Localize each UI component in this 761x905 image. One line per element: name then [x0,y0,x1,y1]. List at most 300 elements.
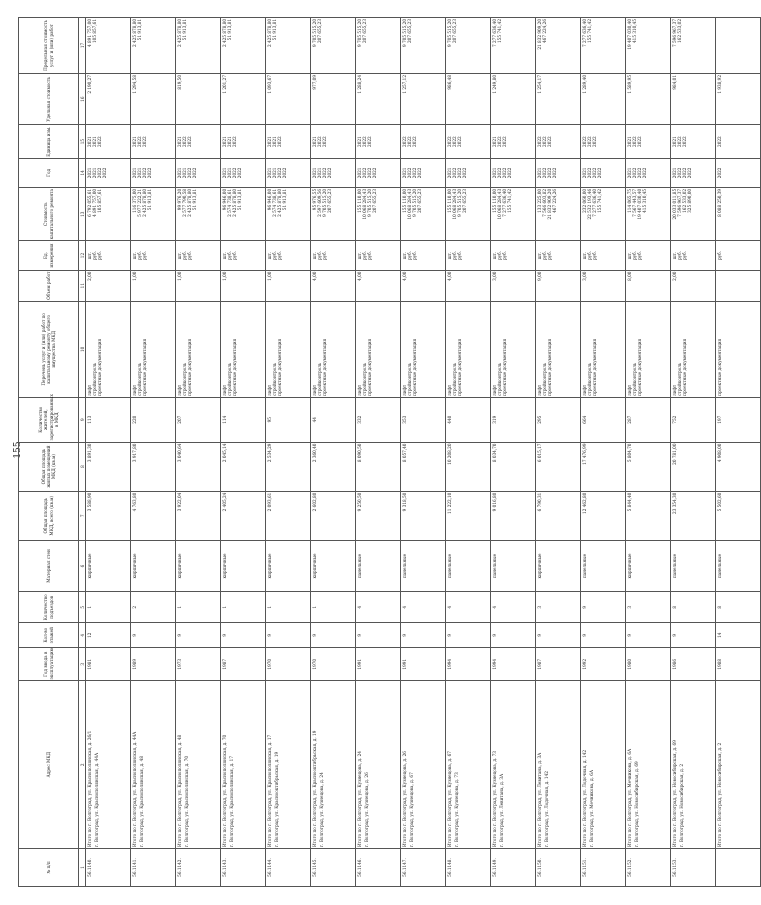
table-row [491,18,536,887]
column-header: Год [19,158,79,187]
cell-line: 6 792 055,61 [86,188,92,217]
cell-floors: 14 [716,623,761,648]
column-number: 8 [79,442,86,491]
cell-line: 8 088 250,39 [716,188,722,217]
cell-addr [716,681,761,849]
cell-line: 207 655,23 [316,19,322,43]
cell-line: Итого по г. Волгоград, ул. Краснооктябрьская, д. 19 [311,730,317,848]
cell-line: 2021 [316,167,322,179]
cell-line: руб. [411,251,417,261]
cell-line: 155 110,00 [491,188,497,213]
cell-area: 3 922,04 [176,491,221,540]
column-number: 2 [79,681,86,849]
cell-line: руб. [451,251,457,261]
cell-units [176,241,221,270]
cell-addr [311,681,356,849]
cell-entr: 1 [176,592,221,623]
cell-no: 56.1150. [536,849,581,887]
table-row [446,18,491,887]
cell-line: 2021 [181,167,187,179]
cell-line: 2022 [276,167,282,179]
cell-no: 56.1151. [581,849,626,887]
cell-vol: 3,00 [581,270,626,301]
cell-u16: 1 938,92 [716,73,761,124]
cell-line: 2021 [271,167,277,179]
cell-line: стройконтроль [91,362,97,396]
cell-line: 2022 [581,136,587,147]
cell-liv: 3 040,64 [176,442,221,491]
cell-line: 2022 [136,136,142,147]
cell-line: шт. [446,251,452,260]
cell-line: 51 913,81 [146,188,152,211]
cell-line: 9 705 515,20 [446,19,452,47]
cell-line: проектные документация [186,338,192,396]
cell-line: 207 655,23 [371,188,377,213]
cell-line: 9 705 515,20 [411,188,417,217]
cell-line: 2022 [586,167,592,179]
cell-line: 116 375,00 [131,188,137,213]
cell-cost [446,187,491,241]
cell-line: руб. [181,251,187,261]
column-header: Кол-во этажей [19,623,79,648]
cell-line: стройконтроль [271,362,277,396]
cell-no: 56.1140. [86,849,131,887]
cell-entr: 4 [401,592,446,623]
column-number: 1 [79,849,86,887]
cell-line: проектные документация [546,338,552,396]
column-number: 10 [79,301,86,397]
cell-line: 2022 [361,136,367,147]
cell-u15 [626,125,671,159]
cell-line: 232 060,00 [581,188,587,213]
cell-line: г. Волгоград, ул. Лодочная, д. 142 [543,771,549,848]
cell-year: 1981 [86,648,131,682]
cell-line: 7 277 636,40 [581,19,587,47]
cell-area: 2 602,80 [311,491,356,540]
cell-line: 2021 [356,167,362,179]
cell-liv: 20 781,00 [671,442,716,491]
cell-works [176,301,221,397]
cell-line: проектные документация [276,338,282,396]
cell-works [131,301,176,397]
cell-addr [221,681,266,849]
column-header: Перечень услуг и (или) работ по капитальному ремонту общего имущества МКД [19,301,79,397]
cell-line: г. Волгоград, ул. Новосибирская, д. 69 [633,761,639,848]
cell-line: 2021 [226,136,232,147]
cell-line: 21 832 909,20 [546,188,552,220]
column-number-row [79,18,86,887]
cell-line: 2022 [96,136,102,147]
cell-units [266,241,311,270]
cell-line: Итого по г. Волгоград, ул. Новосибирская, д. 2 [716,742,722,848]
cell-wall: кирпичные [626,540,671,591]
cell-works [536,301,581,397]
cell-line: стройконтроль [451,362,457,396]
cell-wall: панельные [491,540,536,591]
cell-line: 2022 [186,136,192,147]
cell-line: 155 110,00 [356,188,362,213]
cell-line: 162 533,02 [676,19,682,43]
cell-vol: 1,00 [176,270,221,301]
cell-line: руб. [456,251,462,261]
cell-line: 2022 [546,136,552,147]
cell-line: шт. [671,251,677,260]
column-header: Единица изм. [19,125,79,159]
cell-line: 2021 [91,136,97,147]
cell-line: руб. [546,251,552,261]
column-number: 3 [79,648,86,682]
cell-liv: 5 804,70 [626,442,671,491]
cell-line: шт. [491,251,497,260]
cell-line: 51 913,81 [181,19,187,41]
cell-u16: 1 589,95 [626,73,671,124]
cell-line: проектные документация [366,338,372,396]
cell-no: 56.1141. [131,849,176,887]
cell-u17 [221,18,266,74]
cell-line: руб. [591,251,597,261]
cell-line: Итого по г. Волгоград, ул. Левитана, д. 3А [536,752,542,848]
cell-line: руб. [271,251,277,261]
cell-wall: панельные [356,540,401,591]
cell-liv: 6 015,17 [536,442,581,491]
column-header: Год ввода в эксплуатацию [19,648,79,682]
cell-year: 1991 [356,648,401,682]
cell-line: 2022 [96,167,102,179]
cell-line: 9 705 515,20 [311,19,317,47]
cell-line: 10 068 284,43 [451,188,457,220]
cell-line: Итого по г. Волгоград, ул. Краснополянская, д. 44А [131,731,137,848]
cell-line: 2022 [406,136,412,147]
cell-line: 2022 [411,136,417,147]
cell-line: 2022 [191,167,197,179]
cell-line: проектные документация [411,338,417,396]
cell-line: 2022 [676,136,682,147]
cell-line: 2021 [491,167,497,179]
cell-res: 44 [311,397,356,442]
cell-units [446,241,491,270]
cell-year: 1970 [311,648,356,682]
cell-line: 2021 [671,167,677,179]
cell-line: руб. [136,251,142,261]
cell-line: 2022 [541,136,547,147]
cell-liv: 17 476,99 [581,442,626,491]
cell-vol: 9,00 [536,270,581,301]
cell-line: 2022 [541,167,547,179]
column-number: 4 [79,623,86,648]
cell-line: 467 224,26 [541,19,547,43]
cell-line: Итого по г. Волгоград, ул. Кузнецова, д. 67 [446,751,452,848]
cell-line: 2022 [366,167,372,179]
cell-area: 11 222,10 [446,491,491,540]
cell-line: 2022 [636,167,642,179]
cell-line: 7 277 636,40 [491,19,497,47]
cell-u17 [86,18,131,74]
cell-wall: кирпичные [311,540,356,591]
cell-cost [401,187,446,241]
cell-floors: 9 [311,623,356,648]
cell-yrs [221,158,266,187]
cell-line: 2 425 878,80 [266,19,272,47]
cell-line: 2022 [501,167,507,179]
cell-wall: панельные [581,540,626,591]
cell-line: 133 225,00 [536,188,542,213]
cell-line: 2022 [501,136,507,147]
cell-year: 1994 [446,648,491,682]
cell-line: лифт [536,384,542,396]
cell-area: 9 016,80 [491,491,536,540]
cell-line: 2 574 738,61 [226,188,232,217]
column-header: Адрес МКД [19,681,79,849]
cell-area: 5 844,40 [626,491,671,540]
cell-line: Итого по г. Волгоград, ул. Краснополянская, д. 48 [176,734,182,848]
cell-u17 [716,18,761,74]
cell-line: 2021 [356,136,362,147]
cell-line: 51 913,81 [136,19,142,41]
cell-line: лифт [131,384,137,396]
cell-line: руб. [541,251,547,261]
cell-vol: 2,00 [671,270,716,301]
cell-line: 7 277 636,40 [501,188,507,217]
cell-line: 2022 [146,167,152,179]
column-header: Количество жителей, зарегистрированных в МКД [19,397,79,442]
cell-line: г. Волгоград, ул. Краснополянская, д. 44А [93,752,99,848]
cell-line: 2021 [271,136,277,147]
cell-line: г. Волгоград, ул. Краснополянская, д. 70 [183,755,189,848]
cell-line: руб. [316,251,322,261]
cell-vol: 4,00 [356,270,401,301]
cell-units [221,241,266,270]
cell-line: 2022 [326,167,332,179]
cell-floors: 12 [86,623,131,648]
cell-addr [491,681,536,849]
cell-cost [671,187,716,241]
cell-line: 9 705 515,20 [456,188,462,217]
cell-line: 2022 [186,167,192,179]
cell-wall: кирпичные [86,540,131,591]
cell-floors: 9 [671,623,716,648]
cell-line: шт. [86,251,92,260]
cell-wall: кирпичные [266,540,311,591]
cell-line: руб. [716,251,722,261]
cell-line: 2022 [631,167,637,179]
cell-liv: 2 045,14 [221,442,266,491]
cell-year: 1986 [671,648,716,682]
cell-u15 [581,125,626,159]
cell-entr: 4 [491,592,536,623]
cell-line: лифт [401,384,407,396]
cell-line: лифт [176,384,182,396]
cell-vol: 4,00 [401,270,446,301]
cell-line: Итого по г. Волгоград, ул. Краснополянская, д. 70 [221,734,227,848]
cell-line: 207 655,23 [451,19,457,43]
cell-u15 [176,125,221,159]
cell-line: 96 946,00 [266,188,272,211]
cell-floors: 9 [446,623,491,648]
cell-line: руб. [96,251,102,261]
cell-cost [86,187,131,241]
cell-line: 2 425 878,80 [131,19,137,47]
cell-line: проектные документация [501,338,507,396]
cell-cost [131,187,176,241]
cell-floors: 9 [536,623,581,648]
cell-cost [221,187,266,241]
cell-line: 95 976,55 [311,188,317,211]
cell-works [356,301,401,397]
cell-line: 467 224,26 [551,188,557,213]
cell-works [581,301,626,397]
cell-line: 2022 [276,136,282,147]
cell-cost [311,187,356,241]
cell-line: стройконтроль [586,362,592,396]
cell-u17 [491,18,536,74]
cell-vol: 1,00 [131,270,176,301]
cell-vol: 1,00 [266,270,311,301]
table-row [626,18,671,887]
cell-addr [446,681,491,849]
cell-wall: панельные [401,540,446,591]
cell-works [311,301,356,397]
cell-line: Итого по г. Волгоград, ул. Лодочная, д. 142 [581,749,587,848]
cell-line: 2022 [236,167,242,179]
cell-res: 287 [626,397,671,442]
cell-line: 2021 [446,167,452,179]
cell-line: 9 705 515,20 [321,188,327,217]
cell-entr: 3 [626,592,671,623]
cell-yrs [626,158,671,187]
cell-line: 2021 [311,167,317,179]
cell-line: 155 741,42 [506,188,512,213]
cell-line: 2022 [321,136,327,147]
cell-line: 114 065,75 [626,188,632,213]
column-header: Предельная стоимость услуг и (или) работ [19,18,79,74]
cell-floors: 9 [401,623,446,648]
cell-units [86,241,131,270]
cell-line: 96 946,00 [221,188,227,211]
cell-res: 207 [176,397,221,442]
cell-line: 415 310,45 [631,19,637,43]
cell-line: 207 655,23 [361,19,367,43]
cell-liv: 8 034,70 [491,442,536,491]
cell-line: шт. [536,251,542,260]
cell-u16: 1 257,12 [401,73,446,124]
cell-floors: 9 [491,623,536,648]
cell-line: г. Волгоград, ул. Краснооктябрьская, д. 19 [273,751,279,848]
cell-entr: 1 [221,592,266,623]
cell-line: 2021 [626,136,632,147]
table-row [716,18,761,887]
cell-line: 2022 [676,167,682,179]
cell-line: 2 425 878,80 [141,188,147,217]
cell-line: 51 913,81 [236,188,242,211]
cell-line: 325 890,00 [686,188,692,213]
column-number: 11 [79,270,86,301]
cell-line: руб. [496,251,502,261]
cell-line: 2022 [141,136,147,147]
cell-line: Итого по г. Волгоград, ул. Мечникова, д. 6А [626,748,632,848]
cell-u15 [86,125,131,159]
cell-u15 [446,125,491,159]
column-number: 13 [79,187,86,241]
cell-line: 2022 [596,167,602,179]
cell-line: 99 976,20 [176,188,182,211]
cell-no: 56.1143. [221,849,266,887]
cell-line: 2021 [536,167,542,179]
cell-line: Итого по г. Волгоград, ул. Кузнецова, д. 26 [401,751,407,848]
cell-line: 2021 [91,167,97,179]
repair-table [18,17,761,887]
cell-line: 2021 [131,167,137,179]
cell-line: 2021 [176,167,182,179]
cell-year: 1992 [581,648,626,682]
cell-line: руб. [231,251,237,261]
cell-line: лифт [311,384,317,396]
cell-line: 2022 [586,136,592,147]
cell-line: лифт [266,384,272,396]
cell-line: 2021 [221,136,227,147]
cell-line: 207 655,23 [461,188,467,213]
cell-entr: 9 [581,592,626,623]
cell-liv: 8 057,40 [401,442,446,491]
cell-u17 [581,18,626,74]
cell-vol: 2,00 [86,270,131,301]
cell-floors: 9 [266,623,311,648]
cell-line: 2021 [671,136,677,147]
cell-line: лифт [221,384,227,396]
cell-line: 2021 [401,167,407,179]
cell-line: 2022 [591,167,597,179]
table-row [356,18,401,887]
cell-line: 2022 [496,136,502,147]
cell-line: руб. [186,251,192,261]
cell-entr: 1 [266,592,311,623]
cell-area: 2 093,61 [266,491,311,540]
cell-line: 2021 [86,167,92,179]
cell-line: проектные документация [456,338,462,396]
cell-entr: 3 [536,592,581,623]
cell-line: шт. [356,251,362,260]
cell-line: Итого по г. Волгоград, ул. Краснополянская, д. 26/1 [86,730,92,848]
cell-line: 2 574 738,61 [271,188,277,217]
cell-line: 2022 [181,136,187,147]
cell-year: 1988 [716,648,761,682]
cell-line: г. Волгоград, ул. Кузнецова, д. 67 [408,772,414,848]
cell-line: руб. [321,251,327,261]
cell-wall: панельные [716,540,761,591]
cell-cost [716,187,761,241]
header-row [19,18,79,887]
cell-line: 2022 [406,167,412,179]
cell-line: г. Волгоград, ул. Кузнецова, д. 24 [318,772,324,848]
cell-u16: 1 294,58 [131,73,176,124]
page-number: 155 [13,441,23,459]
cell-u16: 1 201,27 [221,73,266,124]
column-header: Объем работ [19,270,79,301]
cell-line: 2022 [536,136,542,147]
cell-yrs [401,158,446,187]
cell-line: проектные документация [96,338,102,396]
cell-area: 3 588,90 [86,491,131,540]
cell-line: стройконтроль [136,362,142,396]
cell-yrs [671,158,716,187]
cell-liv: 8 090,50 [356,442,401,491]
cell-area: 9 250,50 [356,491,401,540]
cell-vol [716,270,761,301]
cell-line: проектные документация [681,338,687,396]
table-body [86,18,761,887]
cell-u15 [311,125,356,159]
cell-cost [356,187,401,241]
cell-u16: 977,09 [311,73,356,124]
